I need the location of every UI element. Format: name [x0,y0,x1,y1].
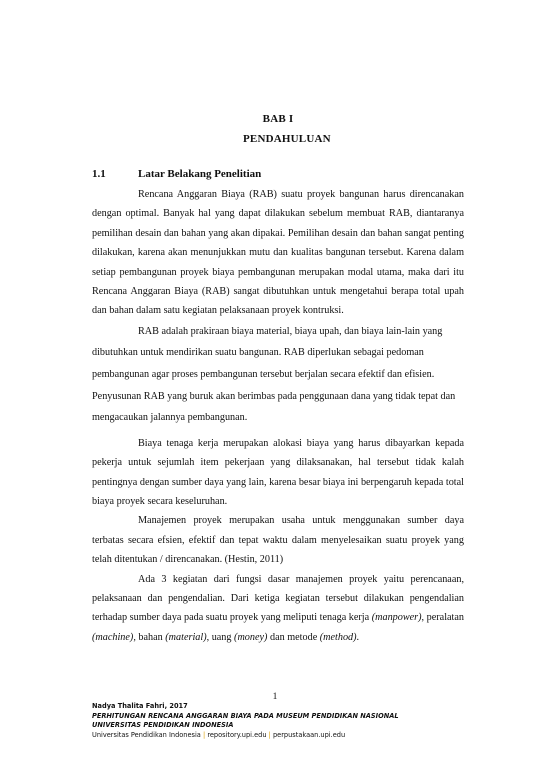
repository-link[interactable]: repository.upi.edu [207,730,267,739]
chapter-title: PENDAHULUAN [243,133,331,145]
footer [92,702,492,740]
body-text [92,185,464,647]
term-machine: (machine) [92,631,134,643]
paragraph-rab-definition: RAB adalah prakiraan biaya material, biaya upah, dan biaya lain-lain yang dibutuhkan untuk mendirikan suatu bangunan. RAB diperlukan sebagai pedoman pembangunan agar proses pembangunan tersebut berjalan secara efektif dan efisien. Penyusunan RAB yang buruk akan berimbas pada penggunaan dana yang tidak tepat dan mengacaukan jalannya pembangunan. [92,325,456,424]
paragraph-rab-intro: Rencana Anggaran Biaya (RAB) suatu proyek bangunan harus direncanakan dengan optimal. Banyak hal yang dapat dilakukan sebelum membuat RAB, diantaranya pemilihan desain dan bahan yang akan dipakai. Pemilihan desain dan bahan sangat penting dilakukan, karena akan menunjukkan mutu dan kualitas bangunan tersebut. Karena dalam setiap pembangunan proyek biaya pembangunan merupakan modal utama, maka dari itu Rencana Anggaran Biaya (RAB) sangat dibutuhkan untuk mengetahui berapa total upah dan bahan dalam satu kegiatan pelaksanaan proyek kontruksi. [92,189,464,317]
term-method: (method) [319,631,357,643]
paragraph-project-management: Manajemen proyek merupakan usaha untuk menggunakan sumber daya terbatas secara efsien, efektif dan tepat waktu dalam menyelesaikan suatu proyek yang telah ditentukan / direncanakan. (Hestin, 2011) [92,515,464,566]
text-segment: , peralatan [421,612,464,624]
paragraph-labor-cost: Biaya tenaga kerja merupakan alokasi biaya yang harus dibayarkan kepada pekerja untuk sejumlah item pekerjaan yang dilaksanakan, hal tersebut tidak kalah pentingnya dengan sumber daya yang lain, karena besar biaya ini berpengaruh kepada total biaya proyek secara keseluruhan. [92,437,464,508]
text-segment: Ada 3 kegiatan dari fungsi dasar manajemen proyek yaitu perencanaan, pelaksanaan dan pengendalian. Dari ketiga kegiatan tersebut dilakukan pengendalian terhadap sumber daya pada suatu proyek yang meliputi tenaga kerja [92,573,464,624]
term-money: (money) [234,631,268,643]
footer-separator: | [202,730,206,739]
footer-university: UNIVERSITAS PENDIDIKAN INDONESIA [92,721,234,730]
text-segment: , uang [206,631,235,643]
page-number: 1 [272,692,278,702]
library-link[interactable]: perpustakaan.upi.edu [272,730,346,739]
chapter-number: BAB I [262,113,294,125]
footer-author: Nadya Thalita Fahri, 2017 [92,702,188,710]
section-title: Latar Belakang Penelitian [138,168,262,180]
footer-links [92,731,492,741]
footer-institution: Universitas Pendidikan Indonesia [92,730,201,739]
term-material: (material) [165,631,207,643]
term-manpower: (manpower) [371,612,422,624]
footer-separator: | [268,730,271,739]
text-segment: . [356,631,360,643]
paragraph-management-functions [92,570,464,648]
footer-thesis-title: PERHITUNGAN RENCANA ANGGARAN BIAYA PADA MUSEUM PENDIDIKAN NASIONAL [92,711,399,720]
text-segment: dan metode [267,631,320,643]
section-number: 1.1 [92,168,106,180]
text-segment: , bahan [133,631,166,643]
